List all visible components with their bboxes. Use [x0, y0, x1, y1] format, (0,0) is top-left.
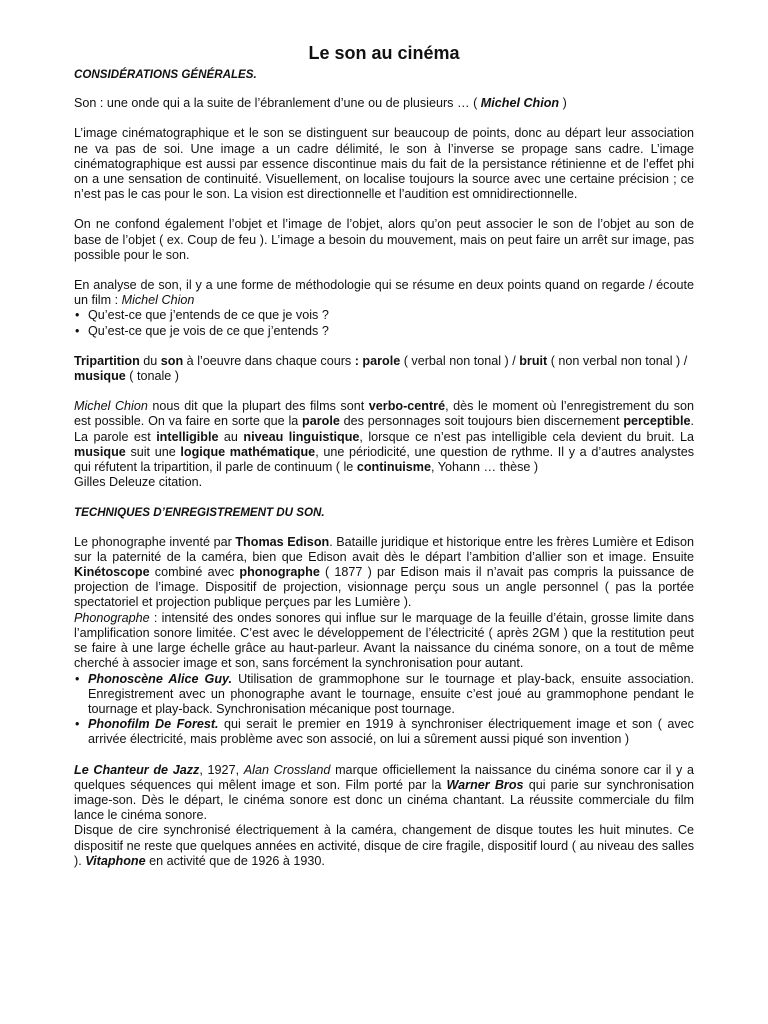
text-run: , 1927,	[199, 762, 244, 777]
author-name: Michel Chion	[121, 293, 195, 308]
text-run: qui serait le premier en 1919 à synchroniser électriquement image et son ( avec arrivée électricité, mais problème avec son associé, on lui a sûrement aussi piqué son invention )	[88, 717, 694, 747]
list-item	[74, 672, 694, 718]
text-run: qui parie sur synchronisation image-son. Dès le départ, le cinéma sonore est donc un cinéma chantant. La réussite commerciale du film lance le cinéma sonore.	[74, 777, 694, 823]
paragraph-verbo-centre	[74, 399, 694, 475]
invention-name: Phonofilm De Forest.	[88, 717, 219, 732]
keyword: continuisme	[356, 460, 431, 475]
author-name: Michel Chion	[480, 96, 560, 111]
paragraph-tripartition	[74, 354, 694, 384]
text-run: nous dit que la plupart des films sont	[147, 399, 369, 414]
list-item: • Qu’est-ce que je vois de ce que j’entends ?	[74, 324, 694, 339]
text-run: ( verbal non tonal ) /	[400, 353, 520, 368]
term: Phonographe	[74, 610, 150, 625]
keyword: bruit	[519, 353, 548, 368]
text-run: Disque de cire synchronisé électriquement à la caméra, changement de disque toutes les huit minutes. Ce dispositif ne reste que quelques années en activité, disque de cire fragile, dispositif lourd ( au niveau des salles ).	[74, 823, 694, 868]
text-run: combiné avec	[149, 565, 240, 580]
text-run: , dès le moment où l’enregistrement du son est possible. On va faire en sorte que la	[74, 399, 695, 429]
page-title: Le son au cinéma	[308, 43, 460, 63]
paragraph-phonographe-edison	[74, 535, 694, 611]
text-run: au	[218, 429, 244, 444]
question-list	[74, 308, 694, 338]
studio-name: Warner Bros	[446, 777, 524, 792]
section-heading-techniques: TECHNIQUES D’ENREGISTREMENT DU SON.	[74, 506, 325, 520]
keyword: Tripartition	[74, 353, 140, 368]
text-run: : intensité des ondes sonores qui influe sur le marquage de la feuille d’étain, grosse limite dans l’amplification sonore limitée. C’est avec le développement de l’électricité ( après 2GM ) que la restitution peut se faire à une large échelle grâce au haut-parleur. Avant la naissance du cinéma sonore, on a tout de même cherché à associer image et son, sans forcément la synchronisation pour autant.	[74, 610, 694, 671]
paragraph-image-vs-son: L’image cinématographique et le son se distinguent sur beaucoup de points, donc au départ leur association ne va pas de soi. Une image a un cadre délimité, le son à l’inverse se propage sans cadre. L’image cinématographique est aussi par essence discontinue mais du fait de la persistance rétinienne et de l’effet phi on a une sensation de continuité. Visuellement, on localise toujours la source avec une certaine précision ; ce n’est pas le cas pour le son. La vision est directionnelle et l’audition est omnidirectionnelle.	[74, 126, 694, 202]
keyword: phonographe	[239, 565, 320, 580]
section-heading-considerations: CONSIDÉRATIONS GÉNÉRALES.	[74, 68, 257, 81]
invention-name: Phonoscène Alice Guy.	[88, 671, 233, 686]
text-run: du	[139, 353, 161, 368]
text-run: En analyse de son, il y a une forme de méthodologie qui se résume en deux points quand on regarde / écoute un film :	[74, 278, 694, 308]
text-run: en activité que de 1926 à 1930.	[145, 853, 325, 868]
keyword: verbo-centré	[368, 399, 446, 414]
list-item: • Qu’est-ce que j’entends de ce que je vois ?	[74, 308, 694, 323]
keyword: son	[160, 353, 184, 368]
keyword: perceptible	[623, 414, 691, 429]
paragraph-methodologie	[74, 278, 694, 308]
inventions-list	[74, 672, 694, 748]
keyword: parole	[302, 414, 340, 429]
paragraph-definition	[74, 96, 694, 111]
text-run: Le phonographe inventé par	[74, 534, 236, 549]
paragraph-deleuze: Gilles Deleuze citation.	[74, 475, 203, 490]
text-run: des personnages soit toujours bien discernement	[339, 414, 624, 429]
keyword: musique	[74, 444, 126, 459]
paragraph-phonographe-definition	[74, 611, 694, 672]
keyword: logique mathématique	[180, 444, 316, 459]
keyword: Kinétoscope	[74, 565, 150, 580]
text-run: ( tonale )	[125, 369, 179, 384]
text-run: marque officiellement la naissance du cinéma sonore car il y a quelques séquences qui mêlent image et son. Film porté par la	[74, 762, 694, 792]
film-title: Le Chanteur de Jazz	[74, 762, 200, 777]
keyword: intelligible	[156, 429, 219, 444]
text-run: à l’oeuvre dans chaque cours	[183, 353, 355, 368]
list-item	[74, 717, 694, 747]
text-run: , une périodicité, une question de rythme. Il y a d’autres analystes qui réfutent la tripartition, il parle de continuum ( le	[74, 444, 695, 475]
keyword: niveau linguistique	[243, 429, 360, 444]
keyword: Thomas Edison	[235, 534, 330, 549]
text-run: Son : une onde qui a la suite de l’ébranlement d’une ou de plusieurs … (	[74, 96, 481, 111]
director-name: Alan Crossland	[243, 762, 331, 777]
text-run: ( 1877 ) par Edison mais il n’avait pas compris la puissance de projection de l’image. Dispositif de projection, visionnage perçu sous un angle personnel ( pas la portée spectatoriel et projection publique perçues par les Lumière ).	[74, 565, 694, 610]
author-name: Michel Chion	[74, 399, 148, 414]
text-run: . Bataille juridique et historique entre les frères Lumière et Edison sur la paternité de la caméra, bien que Edison avait dès le départ l’ambition d’allier son et image. Ensuite	[74, 534, 694, 564]
paragraph-disque-de-cire	[74, 823, 694, 869]
text-run: Utilisation de grammophone sur le tournage et play-back, ensuite association. Enregistrement avec un phonographe avant le tournage, ensuite c’est joué au grammophone pendant le tournage et play-back. Synchronisation mécanique post tournage.	[88, 671, 694, 716]
keyword: musique	[74, 369, 126, 384]
text-run: . La parole est	[74, 414, 694, 444]
paragraph-objet: On ne confond également l’objet et l’image de l’objet, alors qu’on peut associer le son de l’objet au son de base de l’objet ( ex. Coup de feu ). L’image a besoin du mouvement, mais on peut faire un arrêt sur image, pas possible pour le son.	[74, 217, 694, 262]
text-run: ( non verbal non tonal ) /	[547, 353, 688, 368]
keyword: : parole	[354, 353, 401, 368]
system-name: Vitaphone	[85, 853, 146, 868]
paragraph-chanteur-de-jazz	[74, 763, 694, 824]
text-run: , lorsque ce n’est pas intelligible cela devient du bruit. La	[359, 429, 694, 444]
text-run: , Yohann … thèse )	[431, 460, 539, 475]
text-run: )	[559, 96, 567, 111]
text-run: suit une	[125, 444, 181, 459]
